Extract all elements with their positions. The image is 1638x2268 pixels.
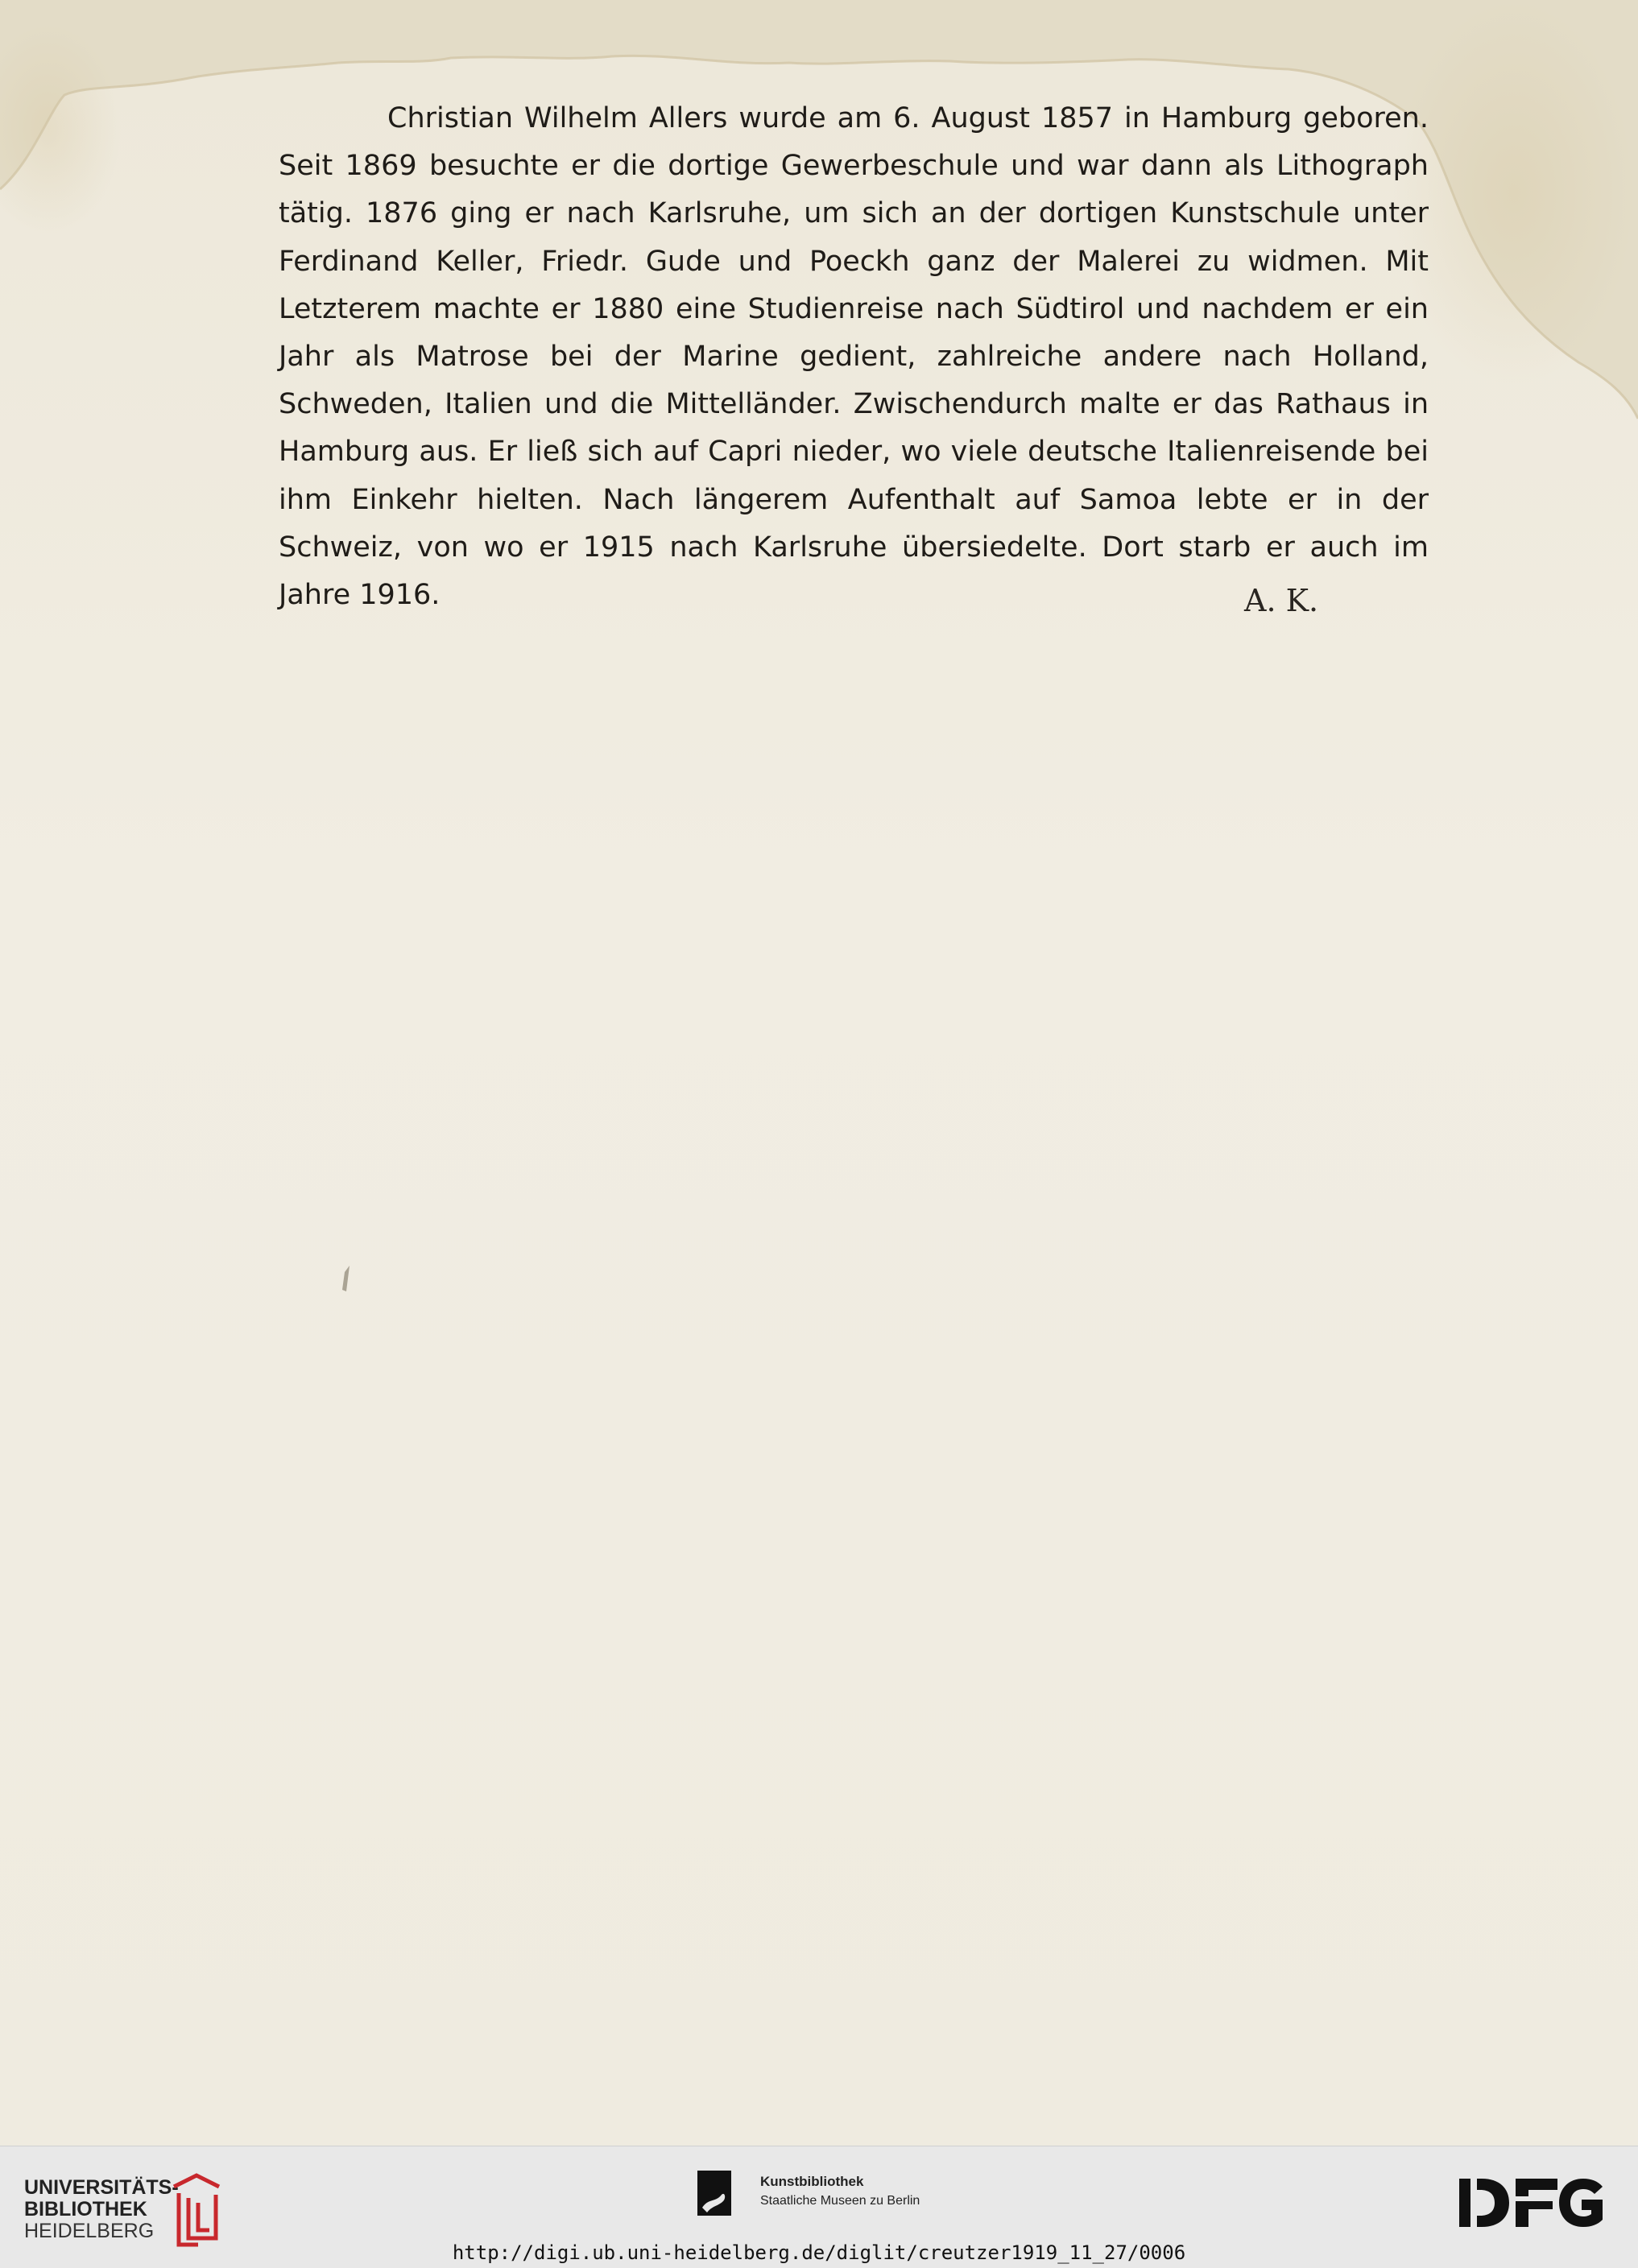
author-initials: A. K. xyxy=(1244,583,1319,618)
dfg-logo-icon[interactable] xyxy=(1459,2179,1617,2227)
ub-line-3: HEIDELBERG xyxy=(24,2220,155,2242)
permalink-url[interactable]: http://digi.ub.uni-heidelberg.de/diglit/creutzer1919_11_27/0006 xyxy=(452,2241,1186,2264)
ub-line-1: UNIVERSITÄTS- xyxy=(24,2176,179,2199)
biography-paragraph: Christian Wilhelm Allers wurde am 6. August 1857 in Hamburg geboren. Seit 1869 besuchte er die dortige Gewerbeschule und war dann als Lithograph tätig. 1876 ging er nach Karlsruhe, um sich an der dortigen Kunstschule unter Ferdinand Keller, Friedr. Gude und Poeckh ganz der Malerei zu widmen. Mit Letzterem machte er 1880 eine Studienreise nach Südtirol und nachdem er ein Jahr als Matrose bei der Marine gedient, zahlreiche andere nach Holland, Schweden, Italien und die Mittelländer. Zwischendurch malte er das Rathaus in Hamburg aus. Er ließ sich auf Capri nieder, wo viele deutsche Italienreisende bei ihm Einkehr hielten. Nach längerem Aufenthalt auf Samoa lebte er in der Schweiz, von wo er 1915 nach Karlsruhe übersiedelte. Dort starb er auch im Jahre 1916. xyxy=(279,102,1429,612)
ub-line-2: BIBLIOTHEK xyxy=(24,2198,147,2220)
footer-bar xyxy=(0,2146,1638,2268)
biography-text-block xyxy=(279,95,1429,619)
ub-heidelberg-emblem-icon xyxy=(166,2171,227,2251)
kb-subtitle: Staatliche Museen zu Berlin xyxy=(760,2194,920,2208)
kunstbibliothek-eagle-icon[interactable] xyxy=(697,2171,731,2216)
ub-heidelberg-logo-text[interactable] xyxy=(24,2177,179,2242)
kb-title: Kunstbibliothek xyxy=(760,2174,864,2189)
kunstbibliothek-text xyxy=(760,2172,920,2210)
